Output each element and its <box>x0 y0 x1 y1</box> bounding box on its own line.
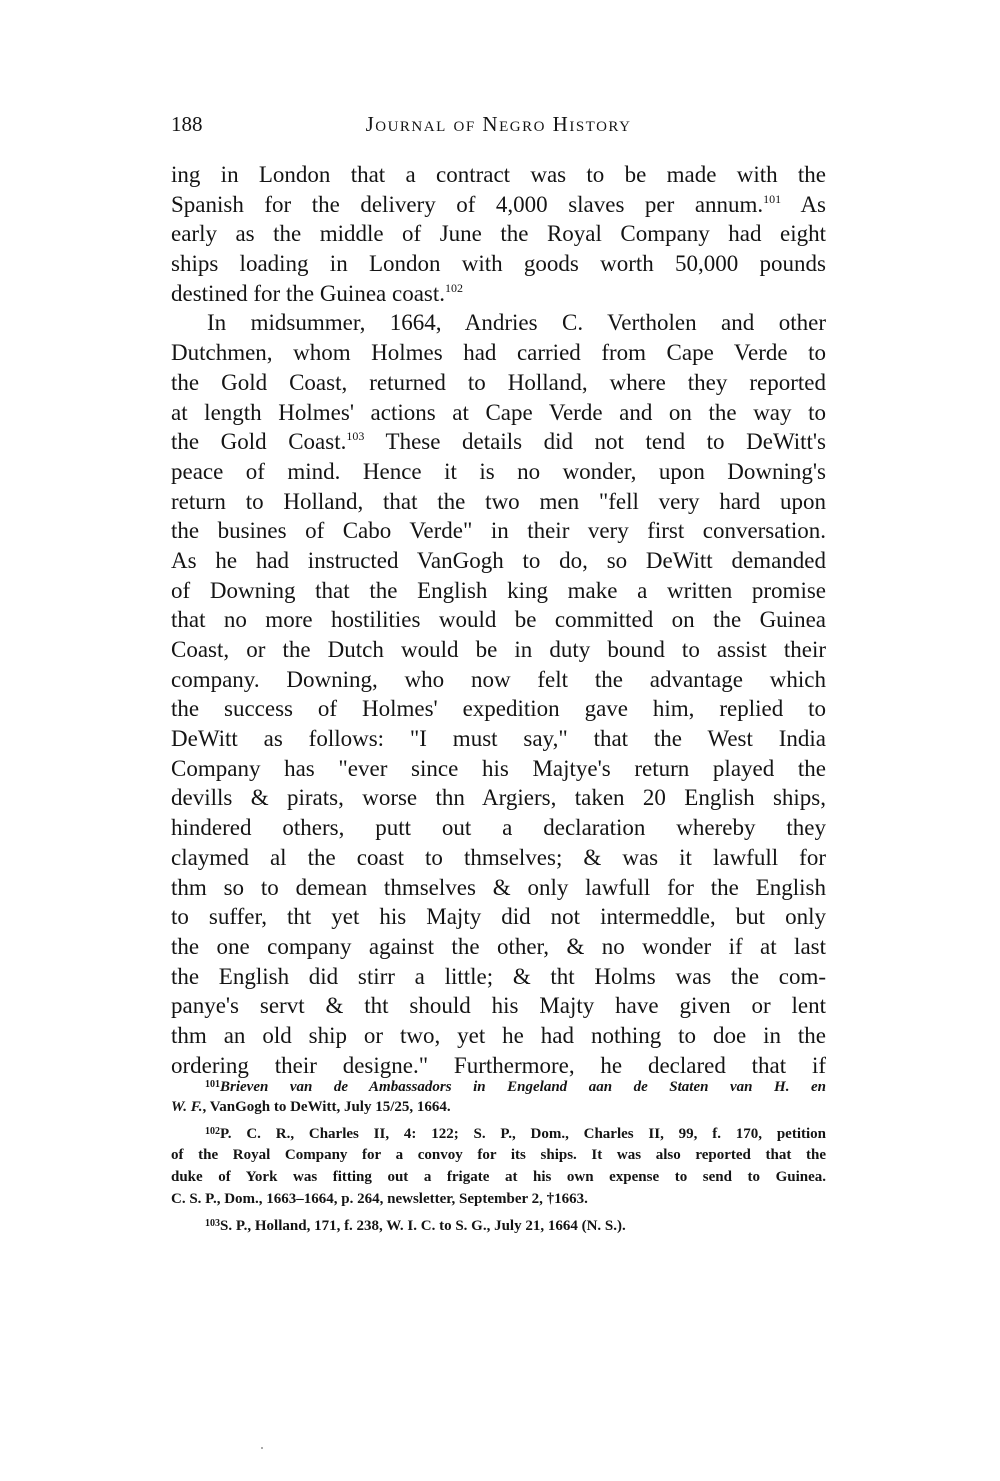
body-line: panye's servt & tht should his Majty have given or lent <box>171 993 826 1019</box>
body-line-tail: As <box>800 191 826 217</box>
body-line: hindered others, putt out a declaration whereby they <box>171 815 826 841</box>
body-line-tail: These details did not tend to DeWitt's <box>385 429 826 455</box>
body-line: thm an old ship or two, yet he had nothing to doe in the <box>171 1022 826 1048</box>
footnote-title-cont: W. F. <box>171 1099 203 1116</box>
body-line-text: destined for the Guinea coast. <box>171 280 445 306</box>
body-line: peace of mind. Hence it is no wonder, upon Downing's <box>171 458 826 484</box>
body-line: company. Downing, who now felt the advantage which <box>171 666 826 692</box>
body-line: ordering their designe." Furthermore, he declared that if <box>171 1052 826 1078</box>
body-line: that no more hostilities would be committed on the Guinea <box>171 607 826 633</box>
scan-speck <box>261 1447 263 1449</box>
footnote-101 <box>171 1074 826 1096</box>
paragraph-start-line: In midsummer, 1664, Andries C. Vertholen and other <box>207 310 826 336</box>
body-line: ships loading in London with goods worth 50,000 pounds <box>171 251 826 277</box>
footnote-102-cont: of the Royal Company for a convoy for its ships. It was also reported that the <box>171 1146 826 1163</box>
body-line <box>171 279 826 309</box>
body-line <box>171 427 826 457</box>
body-line: Company has "ever since his Majtye's return played the <box>171 755 826 781</box>
page-header <box>171 112 826 142</box>
running-title: Journal of Negro History <box>365 112 632 136</box>
body-line: of Downing that the English king make a written promise <box>171 577 826 603</box>
footnote-ref-101: 101 <box>763 191 782 206</box>
footnote-ref-103: 103 <box>346 429 365 444</box>
footnotes <box>171 1074 826 1235</box>
body-line: As he had instructed VanGogh to do, so DeWitt demanded <box>171 547 826 573</box>
body-line: the one company against the other, & no wonder if at last <box>171 933 826 959</box>
body-line <box>171 190 826 220</box>
body-line: return to Holland, that the two men "fell very hard upon <box>171 488 826 514</box>
footnote-number: 103 <box>205 1218 220 1230</box>
body-line: Coast, or the Dutch would be in duty bound to assist their <box>171 637 826 662</box>
footnote-102-cont: C. S. P., Dom., 1663–1664, p. 264, newsletter, September 2, †1663. <box>171 1190 588 1207</box>
footnote-title: Brieven van de Ambassadors in Engeland aan de Staten van H. en <box>220 1079 826 1095</box>
body-line: to suffer, tht yet his Majty did not intermeddle, but only <box>171 904 826 930</box>
footnote-102-cont: duke of York was fitting out a frigate at his own expense to send to Guinea. <box>171 1168 826 1185</box>
body-line: the English did stirr a little; & tht Holms was the com- <box>171 963 826 989</box>
footnote-number: 101 <box>205 1079 220 1090</box>
body-line: devills & pirats, worse thn Argiers, taken 20 English ships, <box>171 785 826 811</box>
body-line: Dutchmen, whom Holmes had carried from Cape Verde to <box>171 340 826 366</box>
body-line: thm so to demean thmselves & only lawfull for the English <box>171 874 826 900</box>
footnote-102 <box>171 1121 826 1143</box>
body-line: at length Holmes' actions at Cape Verde and on the way to <box>171 399 826 425</box>
footnote-101-cont <box>171 1096 826 1118</box>
body-line: the success of Holmes' expedition gave him, replied to <box>171 696 826 722</box>
body-line: claymed al the coast to thmselves; & was it lawfull for <box>171 844 826 870</box>
page-number: 188 <box>171 112 203 136</box>
footnote-text: P. C. R., Charles II, 4: 122; S. P., Dom., Charles II, 99, f. 170, petition <box>220 1126 826 1143</box>
footnote-103 <box>171 1213 826 1235</box>
body-line-text: the Gold Coast. <box>171 429 347 455</box>
body-line: the busines of Cabo Verde" in their very first conversation. <box>171 518 826 544</box>
body-line: ing in London that a contract was to be made with the <box>171 162 826 187</box>
footnote-text: , VanGogh to DeWitt, July 15/25, 1664. <box>202 1099 451 1116</box>
body-line-text: Spanish for the delivery of 4,000 slaves per annum. <box>171 191 764 217</box>
body-line: the Gold Coast, returned to Holland, where they reported <box>171 369 826 395</box>
body-line: early as the middle of June the Royal Company had eight <box>171 221 826 247</box>
body-text <box>171 160 826 1080</box>
footnote-ref-102: 102 <box>445 280 463 295</box>
body-line: DeWitt as follows: "I must say," that the West India <box>171 726 826 752</box>
footnote-number: 102 <box>205 1126 220 1138</box>
footnote-text: S. P., Holland, 171, f. 238, W. I. C. to S. G., July 21, 1664 (N. S.). <box>220 1218 626 1235</box>
